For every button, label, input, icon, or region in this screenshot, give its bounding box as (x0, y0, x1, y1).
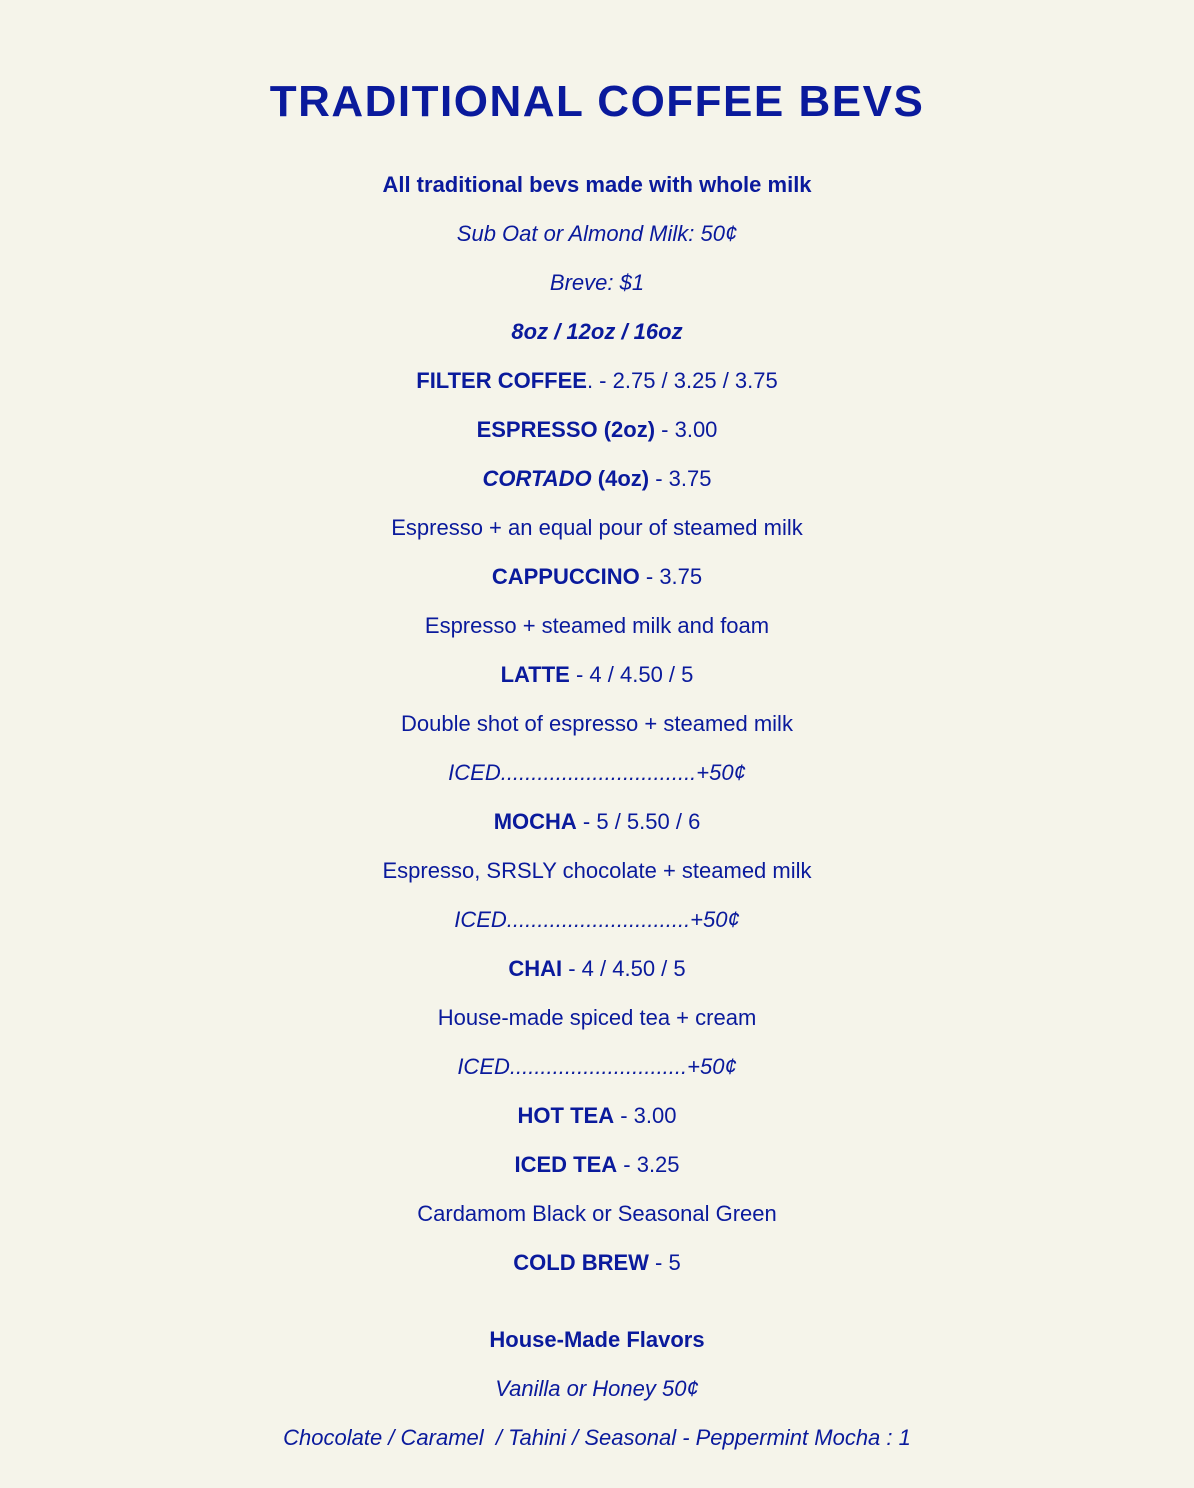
iced-upcharge-mocha: ICED..............................+50¢ (454, 907, 740, 932)
item-name: MOCHA (493, 809, 577, 834)
item-price: - 3.25 (617, 1152, 680, 1177)
menu-item-cappuccino (0, 552, 1194, 601)
item-price: . - 2.75 / 3.25 / 3.75 (586, 368, 778, 393)
item-name: CAPPUCCINO (491, 564, 640, 589)
alt-milk-note: Sub Oat or Almond Milk: 50¢ (456, 221, 738, 246)
menu-item-cortado (0, 454, 1194, 503)
item-price: - 3.00 (614, 1103, 677, 1128)
item-name: CHAI (508, 956, 563, 981)
breve-note: Breve: $1 (549, 270, 645, 295)
flavors-basic: Vanilla or Honey 50¢ (495, 1376, 699, 1401)
item-name: FILTER COFFEE (416, 368, 587, 393)
flavors-heading: House-Made Flavors (489, 1327, 705, 1352)
item-description-mocha: Espresso, SRSLY chocolate + steamed milk (382, 858, 812, 883)
menu-list (0, 160, 1194, 1462)
item-price: - 4 / 4.50 / 5 (569, 662, 694, 687)
item-description-iced-tea: Cardamom Black or Seasonal Green (417, 1201, 777, 1226)
item-price: - 3.00 (655, 417, 718, 442)
item-description-chai: House-made spiced tea + cream (437, 1005, 757, 1030)
item-name-italic: CORTADO (482, 466, 592, 491)
sizes-note: 8oz / 12oz / 16oz (511, 319, 683, 344)
menu-item-espresso (0, 405, 1194, 454)
menu-item-iced-tea (0, 1140, 1194, 1189)
section-spacer (0, 1287, 1194, 1315)
item-name: ICED TEA (514, 1152, 618, 1177)
menu-item-chai (0, 944, 1194, 993)
milk-note: All traditional bevs made with whole milk (382, 172, 812, 197)
item-description-latte: Double shot of espresso + steamed milk (401, 711, 793, 736)
item-price: - 3.75 (649, 466, 712, 491)
iced-upcharge-chai: ICED.............................+50¢ (457, 1054, 737, 1079)
item-name: HOT TEA (517, 1103, 615, 1128)
menu-item-filter-coffee (0, 356, 1194, 405)
page-title: TRADITIONAL COFFEE BEVS (269, 77, 925, 126)
item-price: - 5 (648, 1250, 681, 1275)
menu-item-cold-brew (0, 1238, 1194, 1287)
item-description-cappuccino: Espresso + steamed milk and foam (424, 613, 770, 638)
item-price: - 3.75 (639, 564, 703, 589)
item-price: - 5 / 5.50 / 6 (576, 809, 701, 834)
item-name: COLD BREW (513, 1250, 649, 1275)
item-name: LATTE (500, 662, 570, 687)
item-price: - 4 / 4.50 / 5 (562, 956, 686, 981)
iced-upcharge-latte: ICED................................+50¢ (448, 760, 746, 785)
menu-item-mocha (0, 797, 1194, 846)
flavors-specialty: Chocolate / Caramel / Tahini / Seasonal - Peppermint Mocha : 1 (283, 1425, 911, 1450)
item-description-cortado: Espresso + an equal pour of steamed milk (391, 515, 803, 540)
menu-item-hot-tea (0, 1091, 1194, 1140)
menu-item-latte (0, 650, 1194, 699)
item-name: ESPRESSO (2oz) (476, 417, 656, 442)
item-name-rest: (4oz) (591, 466, 650, 491)
